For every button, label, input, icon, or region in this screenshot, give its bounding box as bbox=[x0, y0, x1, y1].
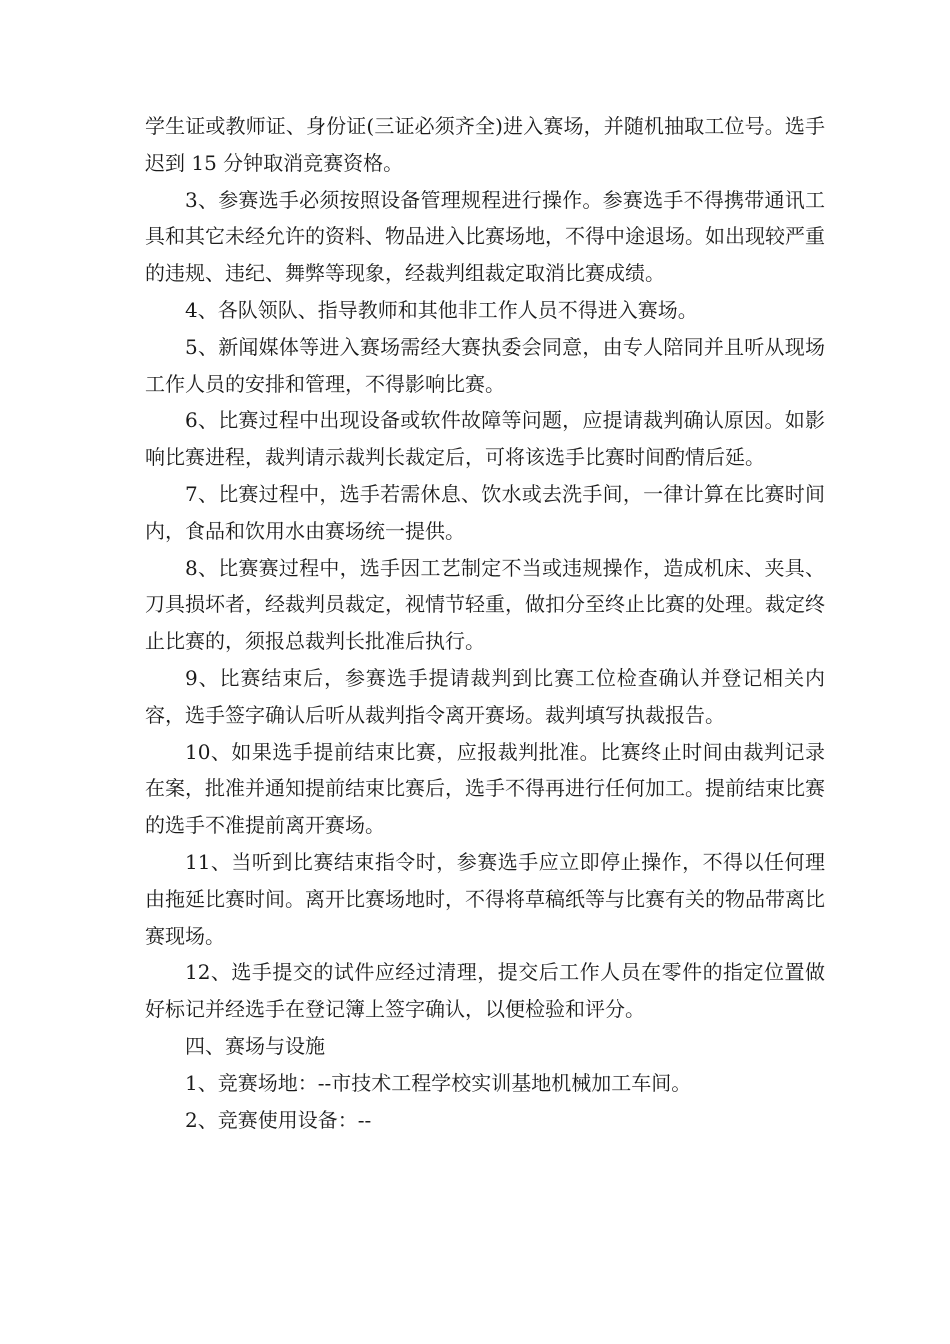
paragraph-venue-2: 2、竞赛使用设备：-- bbox=[185, 1107, 372, 1132]
paragraph-continuation: 学生证或教师证、身份证(三证必须齐全)进入赛场，并随机抽取工位号。选手迟到 15 分钟取消竞赛资格。 bbox=[145, 114, 825, 175]
paragraph-rule-6: 6、比赛过程中出现设备或软件故障等问题，应提请裁判确认原因。如影响比赛进程，裁判请示裁判长裁定后，可将该选手比赛时间酌情后延。 bbox=[145, 408, 825, 470]
paragraph-rule-4: 4、各队领队、指导教师和其他非工作人员不得进入赛场。 bbox=[185, 297, 698, 322]
paragraph-venue-1: 1、竞赛场地：--市技术工程学校实训基地机械加工车间。 bbox=[185, 1070, 692, 1095]
paragraph-rule-11: 11、当听到比赛结束指令时，参赛选手应立即停止操作，不得以任何理由拖延比赛时间。离开比赛场地时，不得将草稿纸等与比赛有关的物品带离比赛现场。 bbox=[145, 849, 825, 948]
document-page bbox=[145, 108, 825, 1138]
paragraph-rule-10: 10、如果选手提前结束比赛，应报裁判批准。比赛终止时间由裁判记录在案，批准并通知提前结束比赛后，选手不得再进行任何加工。提前结束比赛的选手不准提前离开赛场。 bbox=[145, 739, 825, 838]
paragraph-rule-5: 5、新闻媒体等进入赛场需经大赛执委会同意，由专人陪同并且听从现场工作人员的安排和管理，不得影响比赛。 bbox=[145, 334, 825, 396]
paragraph-rule-8: 8、比赛赛过程中，选手因工艺制定不当或违规操作，造成机床、夹具、刀具损坏者，经裁判员裁定，视情节轻重，做扣分至终止比赛的处理。裁定终止比赛的，须报总裁判长批准后执行。 bbox=[145, 555, 825, 654]
paragraph-rule-7: 7、比赛过程中，选手若需休息、饮水或去洗手间，一律计算在比赛时间内，食品和饮用水由赛场统一提供。 bbox=[145, 481, 825, 543]
paragraph-rule-3: 3、参赛选手必须按照设备管理规程进行操作。参赛选手不得携带通讯工具和其它未经允许的资料、物品进入比赛场地，不得中途退场。如出现较严重的违规、违纪、舞弊等现象，经裁判组裁定取消比赛成绩。 bbox=[145, 187, 825, 286]
paragraph-rule-12: 12、选手提交的试件应经过清理，提交后工作人员在零件的指定位置做好标记并经选手在登记簿上签字确认，以便检验和评分。 bbox=[145, 960, 825, 1022]
paragraph-rule-9: 9、比赛结束后，参赛选手提请裁判到比赛工位检查确认并登记相关内容，选手签字确认后听从裁判指令离开赛场。裁判填写执裁报告。 bbox=[145, 665, 825, 727]
section-heading-venue: 四、赛场与设施 bbox=[185, 1033, 325, 1058]
